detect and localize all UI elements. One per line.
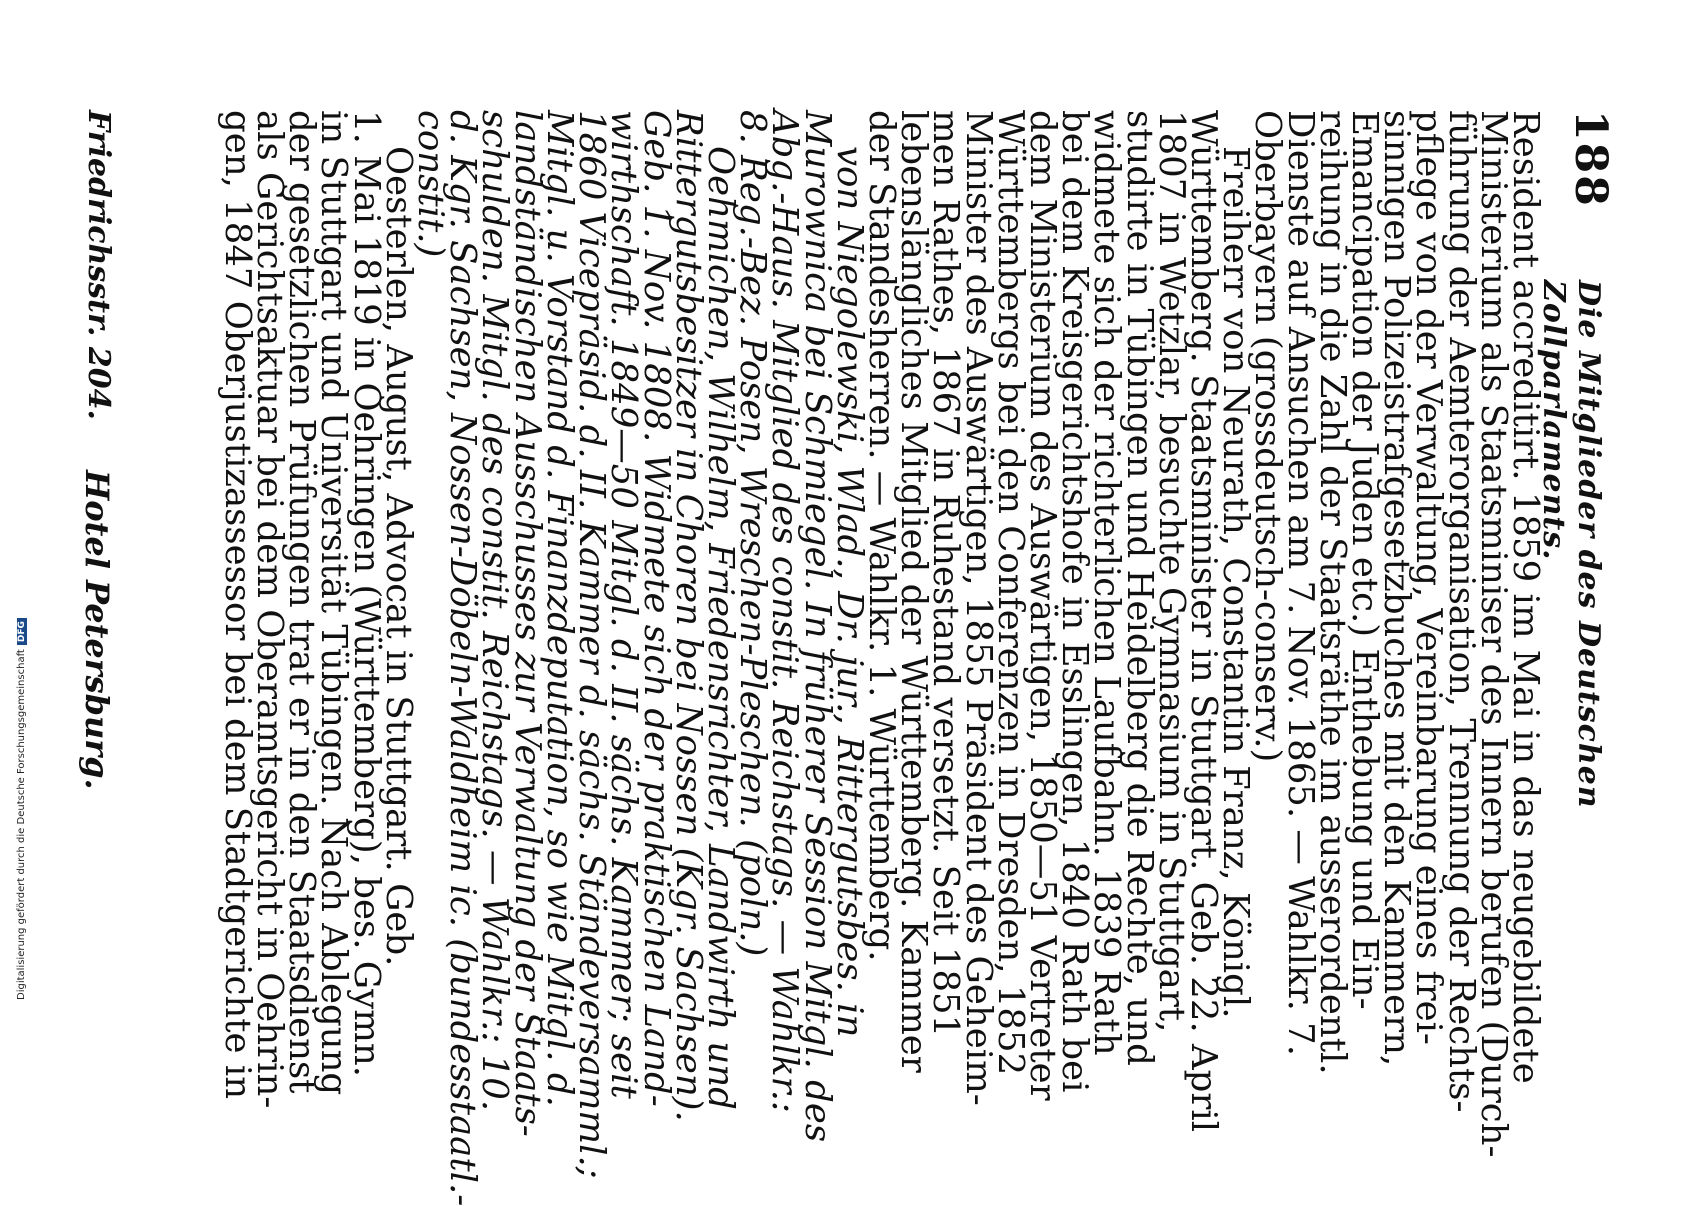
text-line: Dienste auf Ansuchen am 7. Nov. 1865. — Wahlkr. 7. <box>1279 110 1321 1057</box>
text-body <box>216 110 1546 1206</box>
footer-address: Friedrichsstr. 204. <box>81 110 116 420</box>
entry-heading-line: Oehmichen, Wilhelm, Friedensrichter, Landwirth und <box>699 146 741 1110</box>
credit-text-wrapper <box>16 618 27 1000</box>
text-line: schulden. Mitgl. des constit. Reichstags. — Wahlkr.: 10. <box>474 110 516 1112</box>
text-line: der gesetzlichen Prüfungen trat er in den Staatsdienst <box>281 110 323 1094</box>
page-header <box>1536 110 1616 950</box>
entry-heading-line: von Niegolewski, Wlad., Dr. jur., Rittergutsbes. in <box>828 146 870 1038</box>
text-line: pflege von der Verwaltung, Vereinbarung eines frei- <box>1408 110 1450 1045</box>
text-line: Murownica bei Schmiegel. In früherer Session Mitgl. des <box>796 110 838 1143</box>
text-line: der Standesherren. — Wahlkr. 1. Württemberg. <box>860 110 902 962</box>
text-line: in Stuttgart und Universität Tübingen. Nach Ablegung <box>313 110 355 1096</box>
text-line: Emancipation der Juden etc.) Enthebung und Ein- <box>1343 110 1385 1010</box>
text-line: sinnigen Polizeistrafgesetzbuches mit den Kammern, <box>1376 110 1418 1067</box>
credit-text: Digitalisierung gefördert durch die Deutsche Forschungsgemeinschaft <box>16 649 27 1000</box>
text-line: bei dem Kreisgerichtshofe in Esslingen, 1840 Rath bei <box>1054 110 1096 1093</box>
text-line: d. Kgr. Sachsen, Nossen-Döbeln-Waldheim ic. (bundesstaatl.- <box>442 110 484 1206</box>
text-line: constit.) <box>410 110 452 258</box>
text-line: Minister des Auswärtigen, 1855 Präsident des Geheim- <box>957 110 999 1106</box>
text-line: Geb. 1. Nov. 1808. Widmete sich der praktischen Land- <box>635 110 677 1107</box>
text-line: wirthschaft. 1849—50 Mitgl. d. II. sächs. Kammer; seit <box>603 110 645 1099</box>
text-line: Resident accreditirt. 1859 im Mai in das neugebildete <box>1505 110 1546 1084</box>
text-line: Oberbayern (grossdeutsch-conserv.) <box>1247 110 1289 763</box>
text-line: gen, 1847 Oberjustizassessor bei dem Stadtgerichte in <box>216 110 258 1100</box>
text-line: Abg.-Haus. Mitglied des constit. Reichstags. — Wahlkr.: <box>764 110 806 1113</box>
text-line: landständischen Ausschusses zur Verwaltung der Staats- <box>506 110 548 1137</box>
text-line: Württembergs bei den Conferenzen in Dresden, 1852 <box>989 110 1031 1076</box>
page-footer <box>56 110 116 970</box>
text-line: Ministerium als Staatsminiser des Innern berufen (Durch- <box>1472 110 1514 1158</box>
page-number: 188 <box>1565 110 1616 208</box>
text-line: Württemberg. Staatsminister in Stuttgart. Geb. 22. April <box>1182 110 1224 1133</box>
digitization-credit <box>0 560 27 1000</box>
text-line: führung der Aemterorganisation, Trennung der Rechts- <box>1440 110 1482 1113</box>
text-line: lebenslängliches Mitglied der Württemberg. Kammer <box>893 110 935 1073</box>
dfg-logo: DFG <box>17 618 27 645</box>
text-line: 1. Mai 1819 in Oehringen (Württemberg), bes. Gymn. <box>345 110 387 1078</box>
entry-heading-line: Oesterlen, August, Advocat in Stuttgart. Geb. <box>377 146 419 967</box>
text-line: 1860 Vicepräsid. d. II. Kammer d. sächs. Ständeversamml.; <box>571 110 613 1179</box>
entry-heading-line: Freiherr von Neurath, Constantin Franz, Königl. <box>1215 146 1257 1019</box>
text-line: Mitgl. u. Vorstand d. Finanzdeputation, so wie Mitgl. d. <box>538 110 580 1107</box>
text-line: studirte in Tübingen und Heidelberg die Rechte, und <box>1118 110 1160 1066</box>
running-title: Die Mitglieder des Deutschen Zollparlaments. <box>1536 280 1606 809</box>
text-line: dem Ministerium des Auswärtigen, 1850—51 Vertreter <box>1021 110 1063 1101</box>
footer-hotel: Hotel Petersburg. <box>78 470 116 790</box>
text-line: als Gerichtsaktuar bei dem Oberamtsgericht in Oehrin- <box>249 110 291 1109</box>
text-line: men Rathes, 1867 in Ruhestand versetzt. Seit 1851 <box>925 110 967 1038</box>
text-line: widmete sich der richterlichen Laufbahn. 1839 Rath <box>1086 110 1128 1056</box>
text-line: 1807 in Wetzlar, besuchte Gymnasium in Stuttgart, <box>1150 110 1192 1033</box>
text-line: Rittergutsbesitzer in Choren bei Nossen (Kgr. Sachsen). <box>667 110 709 1122</box>
text-line: reihung in die Zahl der Staatsräthe im ausserordentl. <box>1311 110 1353 1075</box>
text-line: 8. Reg.-Bez. Posen, Wreschen-Pleschen. (poln.) <box>732 110 774 957</box>
